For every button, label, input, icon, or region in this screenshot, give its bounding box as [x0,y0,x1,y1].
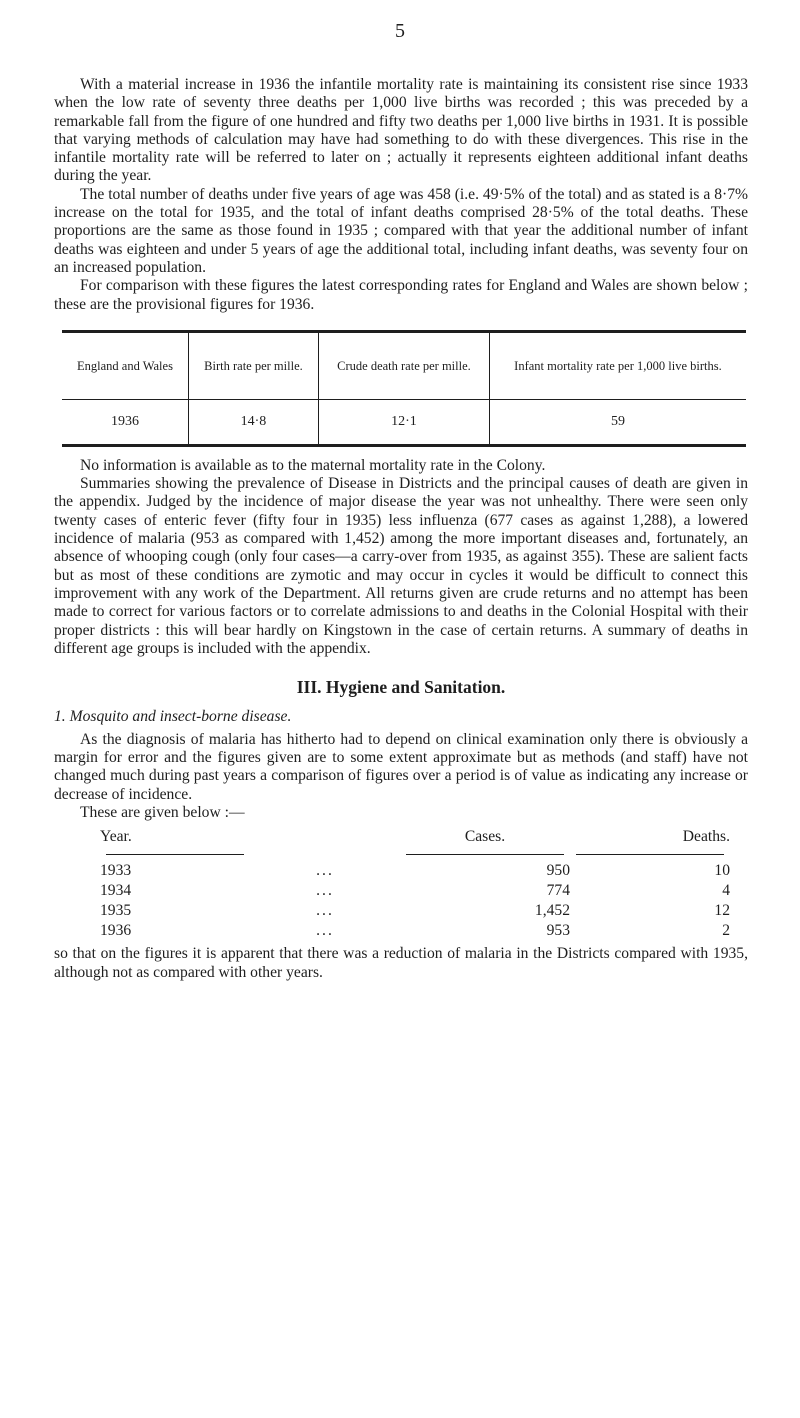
paragraph-malaria-conclusion: so that on the figures it is apparent that there was a reduction of malaria in the Districts compared with 1935, although not as compared with other years. [54,945,748,981]
rates-cell-death-rate: 12·1 [319,399,490,445]
section-heading: III. Hygiene and Sanitation. [296,677,506,698]
leader-dots: ... [316,902,334,920]
paragraph-maternal-mortality: No information is available as to the maternal mortality rate in the Colony. [80,456,546,474]
paragraph-malaria-intro: As the diagnosis of malaria has hitherto had to depend on clinical examination only there is obviously a margin for error and the figures given are to some extent approximate but as methods (and staff) have not changed much during past years a comparison of figures over a period is of value as indicating any increase or decrease of incidence. [54,730,748,803]
malaria-header-deaths: Deaths. [682,828,730,846]
subsection-heading: 1. Mosquito and insect-borne disease. [54,708,292,726]
malaria-rule-deaths [576,854,724,855]
paragraph-infant-mortality: With a material increase in 1936 the infantile mortality rate is maintaining its consistent rise since 1933 when the low rate of seventy three deaths per 1,000 live births was recorded ; this was preceded by a remarkable fall from the figure of one hundred and fifty two deaths per 1,000 live births in 1931. It is possible that varying methods of calculation may have had something to do with these divergences. This rise in the infantile mortality rate will be referred to later on ; actually it represents eighteen additional infant deaths during the year. [54,76,748,185]
england-wales-rates-table [62,330,746,447]
malaria-year: 1935 [100,902,132,920]
leader-dots: ... [316,882,334,900]
malaria-cases: 774 [546,882,570,900]
rates-cell-birth-rate: 14·8 [188,399,318,445]
malaria-header-cases: Cases. [464,828,506,846]
malaria-cases: 953 [546,922,570,940]
paragraph-deaths-under-five: The total number of deaths under five years of age was 458 (i.e. 49·5% of the total) and as stated is a 8·7% increase on the total for 1935, and the total of infant deaths comprised 28·5% of the total deaths. These proportions are the same as those found in 1935 ; compared with that year the additional number of infant deaths was eighteen and under 5 years of age the additional total, including infant deaths, was seventy four on an increased population. [54,185,748,276]
malaria-year: 1936 [100,922,132,940]
paragraph-comparison-intro: For comparison with these figures the latest corresponding rates for England and Wales are shown below ; these are the provisional figures for 1936. [54,277,748,313]
page-body [54,76,748,982]
rates-header-death-rate: Crude death rate per mille. [319,331,490,399]
malaria-deaths: 12 [714,902,730,920]
page-number: 5 [395,20,405,42]
malaria-year: 1934 [100,882,132,900]
after-table-block [54,457,748,658]
malaria-cases: 1,452 [534,902,570,920]
malaria-table [100,826,748,941]
rates-table-header-row [62,331,746,399]
malaria-header-year: Year. [100,828,132,846]
paragraph-disease-summary: Summaries showing the prevalence of Disease in Districts and the principal causes of death are given in the appendix. Judged by the incidence of major disease the year was not unhealthy. There were seen only twenty cases of enteric fever (fifty four in 1935) less influenza (677 cases as against 1,288), a lowered incidence of malaria (953 as compared with 1,452) among the more important diseases and, fortunately, an absence of whooping cough (only four cases—a carry-over from 1935, as against 355). These are salient facts but as most of these conditions are zymotic and may occur in cycles it would be difficult to connect this improvement with any work of the Department. All returns given are crude returns and no attempt has been made to correct for various factors or to correlate admissions to and deaths in the Colonial Hospital with their proper districts : this will bear hardly on Kingstown in the case of certain returns. A summary of deaths in different age groups is included with the appendix. [54,475,748,657]
malaria-year: 1933 [100,862,132,880]
malaria-deaths: 2 [722,922,730,940]
leader-dots: ... [316,862,334,880]
rates-header-infant-mortality: Infant mortality rate per 1,000 live births. [489,331,746,399]
malaria-rule-year [106,854,244,855]
malaria-cases: 950 [546,862,570,880]
rates-header-region: England and Wales [62,331,188,399]
malaria-deaths: 10 [714,862,730,880]
rates-header-birth-rate: Birth rate per mille. [188,331,318,399]
paragraph-malaria-lead: These are given below :— [80,803,245,821]
malaria-deaths: 4 [722,882,730,900]
rates-table-row [62,399,746,445]
rates-cell-infant-mortality: 59 [610,413,625,429]
malaria-rule-cases [406,854,564,855]
rates-cell-year: 1936 [62,399,188,445]
leader-dots: ... [316,922,334,940]
